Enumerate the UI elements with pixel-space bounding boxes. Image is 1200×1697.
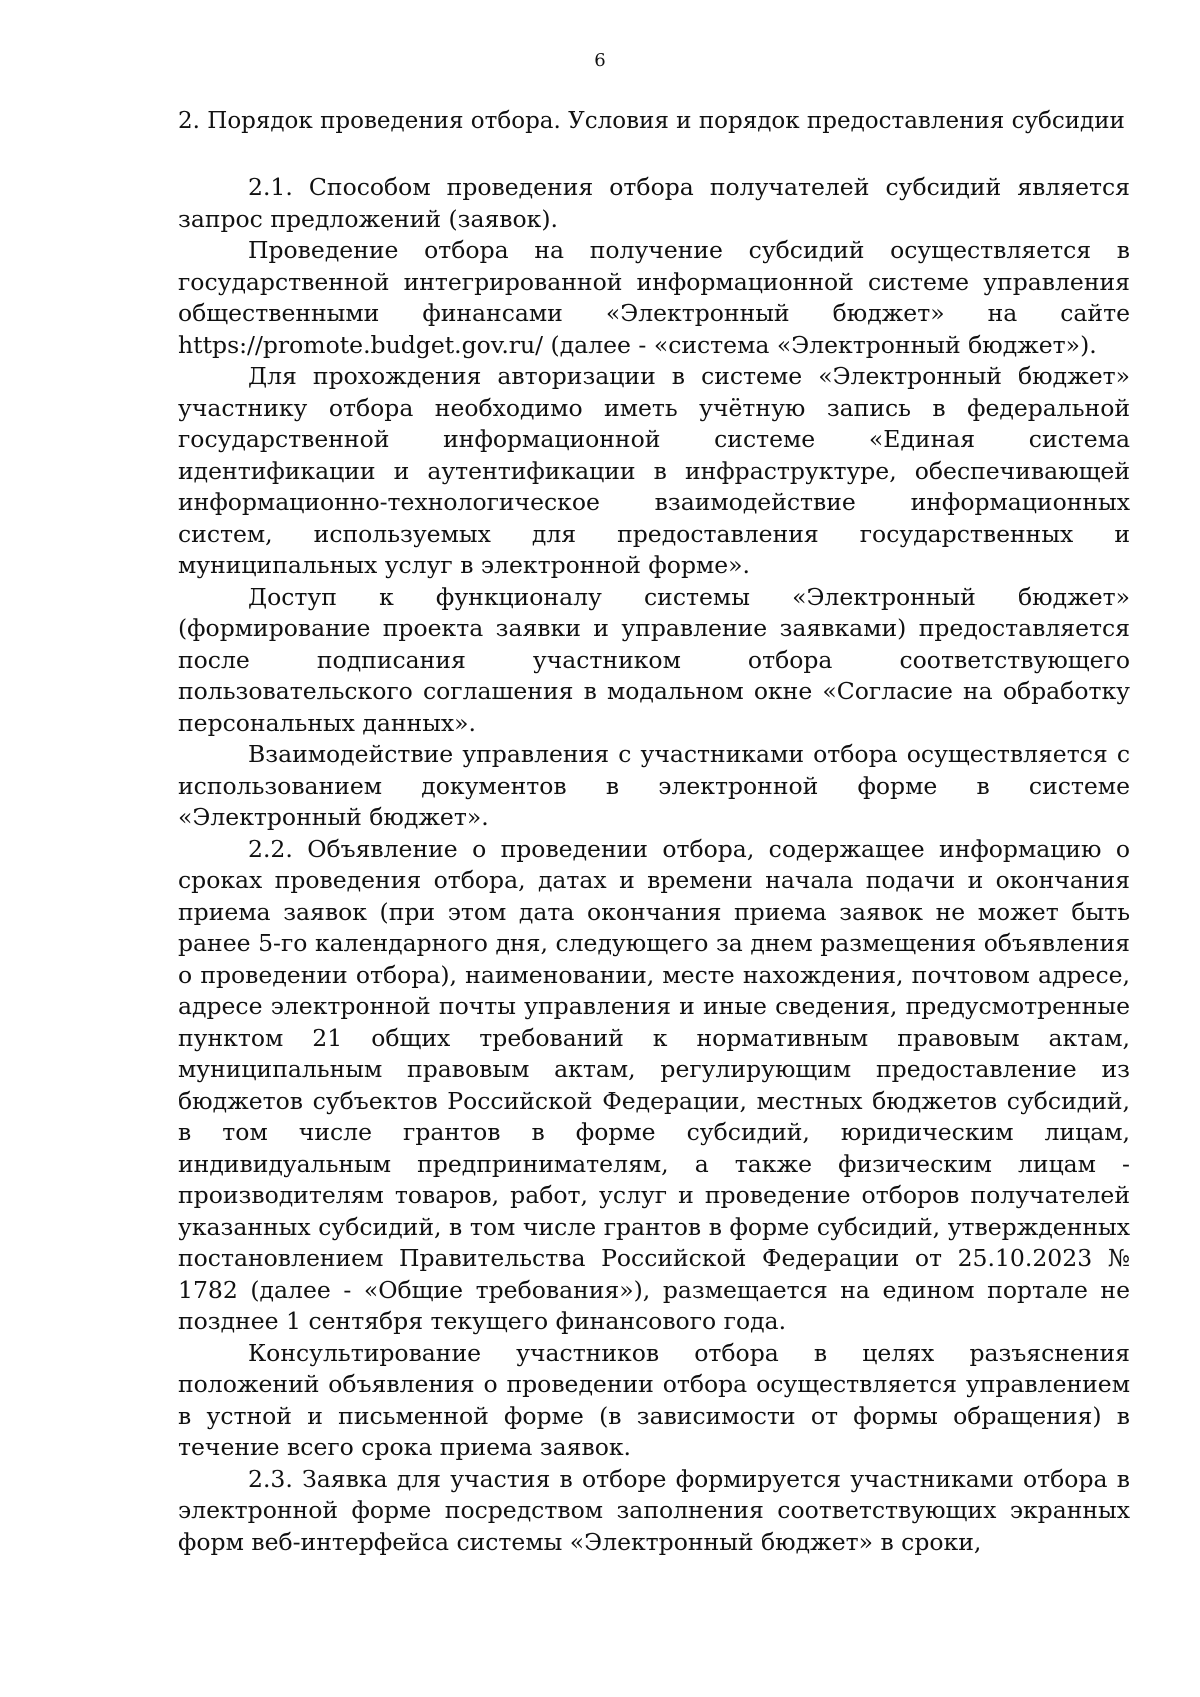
page-number: 6 [594, 50, 606, 71]
paragraph-interaction: Взаимодействие управления с участниками отбора осуществляется с использованием документов в электронной форме в системе «Электронный бюджет». [178, 740, 1130, 831]
paragraph-consulting: Консультирование участников отбора в целях разъяснения положений объявления о проведении отбора осуществляется управлением в устной и письменной форме (в зависимости от формы обращения) в течение всего срока приема заявок. [178, 1338, 1130, 1461]
paragraph-access: Доступ к функционалу системы «Электронный бюджет» (формирование проекта заявки и управление заявками) предоставляется после подписания участником отбора соответствующего пользовательского соглашения в модальном окне «Согласие на обработку персональных данных». [178, 582, 1130, 737]
section-heading: 2. Порядок проведения отбора. Условия и порядок предоставления субсидии [178, 108, 1125, 134]
paragraph-2-3: 2.3. Заявка для участия в отборе формируется участниками отбора в электронной форме посредством заполнения соответствующих экранных форм веб-интерфейса системы «Электронный бюджет» в сроки, [178, 1464, 1130, 1556]
paragraph-2-1: 2.1. Способом проведения отбора получателей субсидий является запрос предложений (заявок). [178, 173, 1130, 233]
paragraph-electronic-budget: Проведение отбора на получение субсидий осуществляется в государственной интегрированной информационной системе управления общественными финансами «Электронный бюджет» на сайте https://promote.budget.gov.ru/ (далее - «система «Электронный бюджет»). [178, 236, 1130, 359]
document-body [178, 172, 1130, 1558]
paragraph-2-2: 2.2. Объявление о проведении отбора, содержащее информацию о сроках проведения отбора, датах и времени начала подачи и окончания приема заявок (при этом дата окончания приема заявок не может быть ранее 5-го календарного дня, следующего за днем размещения объявления о проведении отбора), наименовании, месте нахождения, почтовом адресе, адресе электронной почты управления и иные сведения, предусмотренные пунктом 21 общих требований к нормативным правовым актам, муниципальным правовым актам, регулирующим предоставление из бюджетов субъектов Российской Федерации, местных бюджетов субсидий, в том числе грантов в форме субсидий, юридическим лицам, индивидуальным предпринимателям, а также физическим лицам - производителям товаров, работ, услуг и проведение отборов получателей указанных субсидий, в том числе грантов в форме субсидий, утвержденных постановлением Правительства Российской Федерации от 25.10.2023 № 1782 (далее - «Общие требования»), размещается на едином портале не позднее 1 сентября текущего финансового года. [178, 834, 1130, 1335]
paragraph-authorization: Для прохождения авторизации в системе «Электронный бюджет» участнику отбора необходимо иметь учётную запись в федеральной государственной информационной системе «Единая система идентификации и аутентификации в инфраструктуре, обеспечивающей информационно-технологическое взаимодействие информационных систем, используемых для предоставления государственных и муниципальных услуг в электронной форме». [178, 362, 1130, 579]
